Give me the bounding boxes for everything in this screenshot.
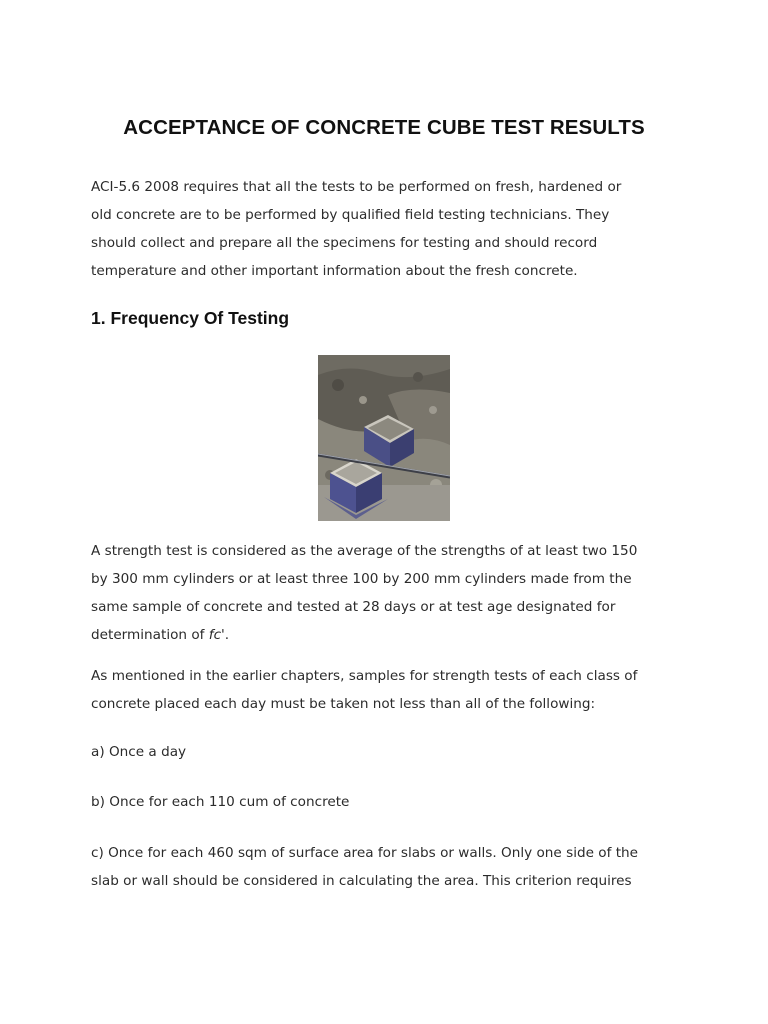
intro-paragraph (91, 173, 691, 285)
strength-line: by 300 mm cylinders or at least three 100 by 200 mm cylinders made from the (91, 571, 632, 587)
intro-line: ACI-5.6 2008 requires that all the tests to be performed on fresh, hardened or (91, 179, 622, 195)
strength-line: same sample of concrete and tested at 28 days or at test age designated for (91, 599, 616, 615)
item-c-line: c) Once for each 460 sqm of surface area for slabs or walls. Only one side of the (91, 845, 639, 861)
strength-suffix: . (224, 627, 230, 643)
intro-line: old concrete are to be performed by qualified field testing technicians. They (91, 207, 610, 223)
page-title: ACCEPTANCE OF CONCRETE CUBE TEST RESULTS (123, 116, 645, 139)
intro-line: temperature and other important information about the fresh concrete. (91, 263, 578, 279)
strength-line: A strength test is considered as the average of the strengths of at least two 150 (91, 543, 638, 559)
strength-line-last (91, 621, 691, 649)
intro-line: should collect and prepare all the specimens for testing and should record (91, 235, 598, 251)
item-c-line: slab or wall should be considered in calculating the area. This criterion requires (91, 873, 632, 889)
sampling-paragraph (91, 662, 691, 718)
fc-prime-term: fc' (208, 627, 225, 643)
list-item-a: a) Once a day (91, 744, 187, 760)
list-item-c (91, 839, 691, 895)
strength-prefix: determination of (91, 627, 209, 643)
strength-test-paragraph (91, 537, 691, 649)
concrete-cube-mould-photo (318, 355, 450, 521)
list-item-b: b) Once for each 110 cum of concrete (91, 794, 350, 810)
sampling-line: concrete placed each day must be taken not less than all of the following: (91, 696, 596, 712)
section-heading: 1. Frequency Of Testing (91, 308, 290, 328)
sampling-line: As mentioned in the earlier chapters, samples for strength tests of each class of (91, 668, 638, 684)
